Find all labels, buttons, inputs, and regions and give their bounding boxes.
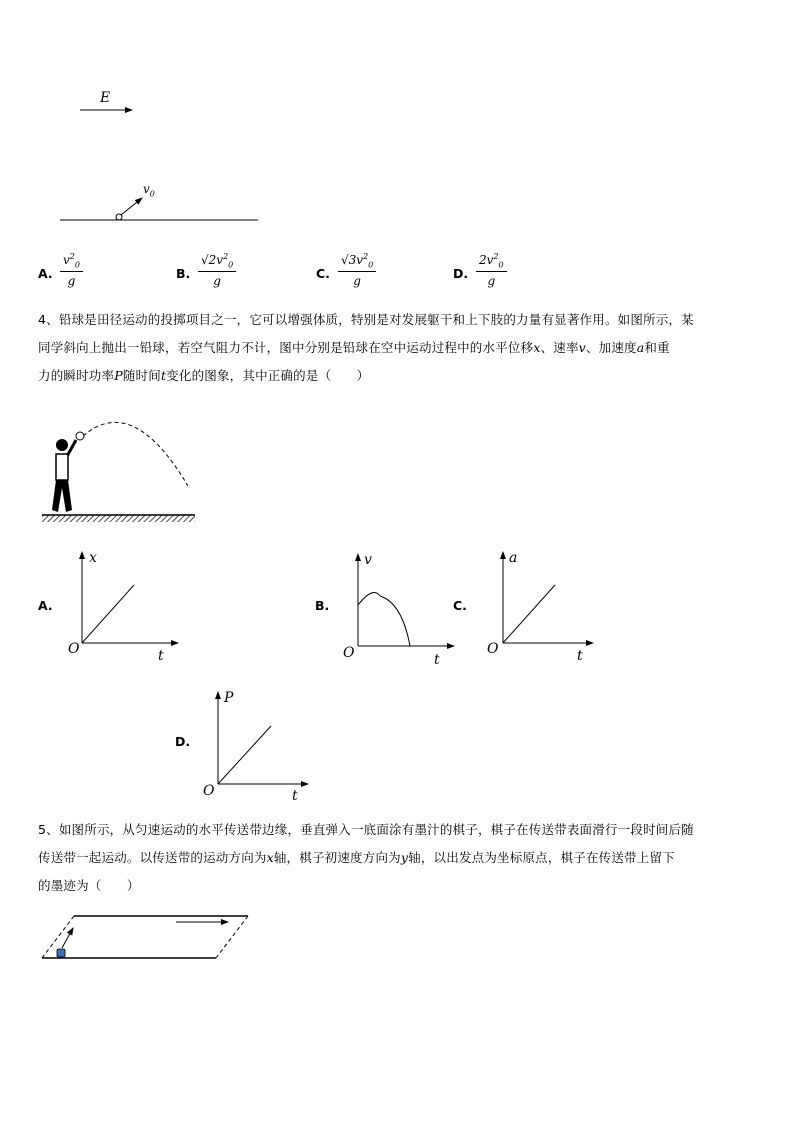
q3-diagram [50,85,270,225]
origin-label: O [68,641,80,657]
q5-line-1: 5、如图所示，从匀速运动的水平传送带边缘，垂直弹入一底面涂有墨汁的棋子，棋子在传送带表面滑行一段时间后随 [38,822,694,837]
q5-conveyor-figure [38,908,258,968]
origin-label: O [343,645,355,661]
q4-option-a[interactable]: A. [38,598,53,613]
q4-graph-b [338,548,458,668]
person-legs [52,480,72,512]
q4-graph-d [198,688,318,808]
q4-question-text [38,306,758,390]
q4-option-d[interactable]: D. [175,734,191,749]
q3-option-a[interactable]: A. [38,266,53,281]
graph-curve-arc [358,593,410,646]
y-axis-label: P [224,690,234,706]
origin-label: O [487,641,499,657]
x-axis-label: t [158,648,164,664]
x-axis-label: t [292,788,298,804]
origin-label: O [203,783,215,799]
q3-option-d-fraction: $\frac{2v^2_0}{g}$ [476,252,507,288]
q3-option-d[interactable]: D. [453,266,469,281]
y-axis-label: v [364,552,372,568]
q3-option-b[interactable]: B. [176,266,191,281]
chess-velocity-arrow [62,928,73,948]
shot-ball [76,432,84,440]
person-head [56,439,68,451]
velocity-arrow [121,198,142,215]
chess-piece [57,949,65,957]
y-axis-label: a [509,550,518,566]
q4-option-c[interactable]: C. [453,598,467,613]
q4-shot-put-figure [38,418,198,528]
x-axis-label: t [577,648,583,664]
velocity-label: $v_0$ [143,182,155,199]
graph-line-linear [82,585,134,643]
q4-graph-c [483,548,603,668]
x-axis-label: t [434,652,440,668]
q4-line-2: 同学斜向上抛出一铅球，若空气阻力不计，图中分别是铅球在空中运动过程中的水平位移x、速率v、加速度a和重 [38,340,670,355]
q4-line-3: 力的瞬时功率P随时间t变化的图象，其中正确的是（ ） [38,368,370,383]
q5-line-2: 传送带一起运动。以传送带的运动方向为x轴，棋子初速度方向为y轴，以出发点为坐标原点，棋子在传送带上留下 [38,850,675,865]
trajectory-dashed [83,422,188,486]
q3-figure [50,85,270,225]
q4-line-1: 4、铅球是田径运动的投掷项目之一，它可以增强体质，特别是对发展躯干和上下肢的力量有显著作用。如图所示，某 [38,312,694,327]
q3-option-a-fraction: $\frac{v^2_0}{g}$ [60,252,83,288]
graph-line-linear [503,585,555,643]
q4-graph-a [62,548,182,668]
q4-option-b[interactable]: B. [315,598,330,613]
q5-line-3: 的墨迹为（ ） [38,878,140,893]
person-body [56,454,68,480]
q3-option-c[interactable]: C. [316,266,330,281]
graph-line-linear [218,726,271,784]
ground-hatch [42,515,195,522]
q3-option-b-fraction: $\frac{√2v^2_0}{g}$ [198,252,236,288]
y-axis-label: x [89,550,97,566]
field-label: E [100,90,111,106]
q5-question-text [38,816,758,900]
q3-option-c-fraction: $\frac{√3v^2_0}{g}$ [338,252,376,288]
